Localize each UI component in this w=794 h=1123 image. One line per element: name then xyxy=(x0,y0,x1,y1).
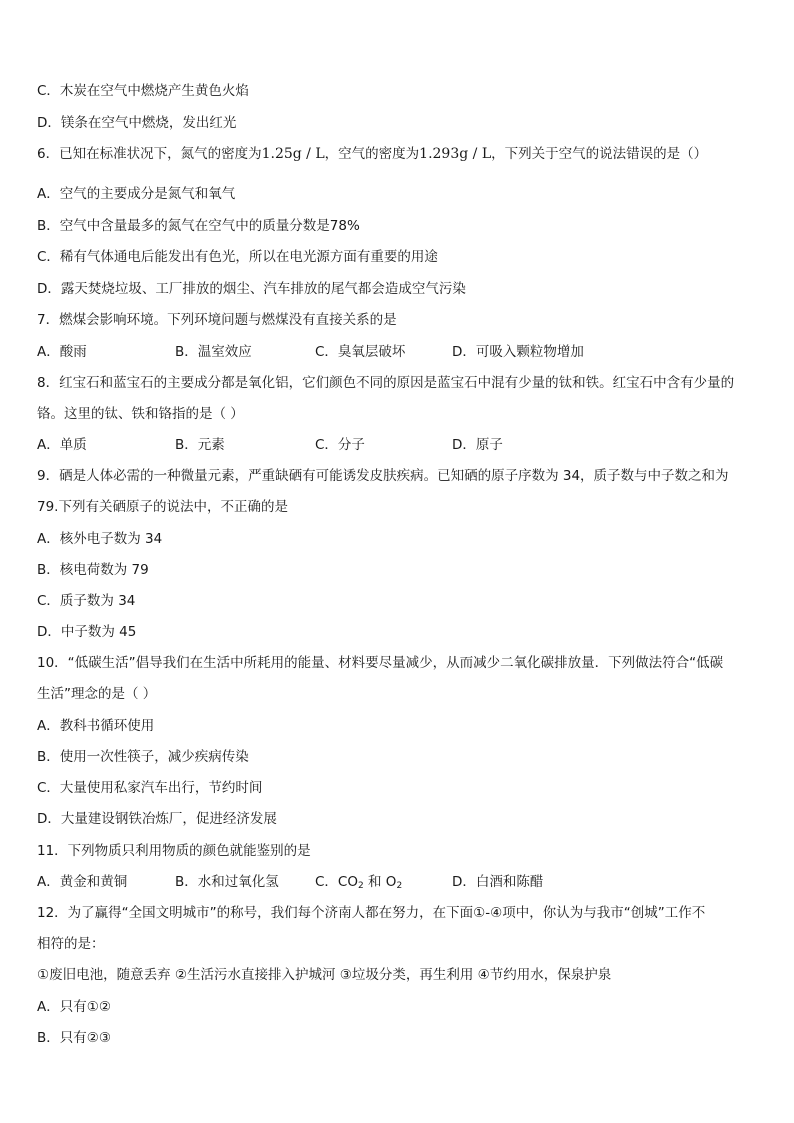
air-density: 1.293g / L xyxy=(419,146,492,162)
q8-option-c: C．分子 xyxy=(315,437,365,453)
q6-option-a: A．空气的主要成分是氮气和氧气 xyxy=(37,186,236,202)
q6-option-d: D．露天焚烧垃圾、工厂排放的烟尘、汽车排放的尾气都会造成空气污染 xyxy=(37,281,466,297)
q9-stem-line1: 9．硒是人体必需的一种微量元素，严重缺硒有可能诱发皮肤疾病。已知硒的原子序数为 34，质子数与中子数之和为 xyxy=(37,468,729,484)
q8-option-b: B．元素 xyxy=(175,437,225,453)
q12-stem-line1: 12．为了赢得“全国文明城市”的称号，我们每个济南人都在努力，在下面①-④项中，你认为与我市“创城”工作不 xyxy=(37,905,706,921)
q10-option-c: C．大量使用私家汽车出行，节约时间 xyxy=(37,780,263,796)
q7-stem: 7．燃煤会影响环境。下列环境问题与燃煤没有直接关系的是 xyxy=(37,312,397,328)
q7-option-a: A．酸雨 xyxy=(37,344,87,360)
q11-stem: 11．下列物质只利用物质的颜色就能鉴别的是 xyxy=(37,843,311,859)
q11-option-d: D．白酒和陈醋 xyxy=(452,874,544,890)
q6-stem-part-c: ，下列关于空气的说法错误的是（） xyxy=(491,146,708,162)
q10-option-a: A．教科书循环使用 xyxy=(37,718,155,734)
q8-stem-line1: 8．红宝石和蓝宝石的主要成分都是氧化铝，它们颜色不同的原因是蓝宝石中混有少量的钛和铁。红宝石中含有少量的 xyxy=(37,375,735,391)
q6-stem xyxy=(37,145,764,163)
nitrogen-density: 1.25g / L xyxy=(261,146,325,162)
q11-option-c: C．$CO_2$ 和 $O_2$ xyxy=(315,874,403,891)
q6-stem-part-a: 6．已知在标准状况下，氮气的密度为 xyxy=(37,146,262,162)
q8-option-d: D．原子 xyxy=(452,437,503,453)
q7-option-b: B．温室效应 xyxy=(175,344,252,360)
q10-stem-line1: 10．“低碳生活”倡导我们在生活中所耗用的能量、材料要尽量减少，从而减少二氧化碳排放量．下列做法符合“低碳 xyxy=(37,655,724,671)
q12-items: ①废旧电池，随意丢弃 ②生活污水直接排入护城河 ③垃圾分类，再生利用 ④节约用水，保泉护泉 xyxy=(37,967,612,983)
q5-option-d: D．镁条在空气中燃烧，发出红光 xyxy=(37,115,237,131)
q10-option-b: B．使用一次性筷子，减少疾病传染 xyxy=(37,749,249,765)
q10-option-d: D．大量建设钢铁冶炼厂，促进经济发展 xyxy=(37,811,277,827)
q5-option-c: C．木炭在空气中燃烧产生黄色火焰 xyxy=(37,83,249,99)
q6-stem-part-b: ，空气的密度为 xyxy=(324,146,420,162)
q9-option-a: A．核外电子数为 34 xyxy=(37,531,163,547)
q7-option-c: C．臭氧层破坏 xyxy=(315,344,406,360)
q9-option-c: C．质子数为 34 xyxy=(37,593,136,609)
q10-stem-line2: 生活”理念的是（ ） xyxy=(37,686,157,702)
q6-option-c: C．稀有气体通电后能发出有色光，所以在电光源方面有重要的用途 xyxy=(37,249,438,265)
q9-option-b: B．核电荷数为 79 xyxy=(37,562,149,578)
q12-option-a: A．只有①② xyxy=(37,999,111,1015)
q9-stem-line2: 79.下列有关硒原子的说法中，不正确的是 xyxy=(37,499,288,515)
q7-option-d: D．可吸入颗粒物增加 xyxy=(452,344,584,360)
q8-stem-line2: 铬。这里的钛、铁和铬指的是（ ） xyxy=(37,406,244,422)
q8-option-a: A．单质 xyxy=(37,437,87,453)
q11-option-a: A．黄金和黄铜 xyxy=(37,874,128,890)
q12-stem-line2: 相符的是： xyxy=(37,936,105,952)
q6-option-b: B．空气中含量最多的氮气在空气中的质量分数是78% xyxy=(37,218,360,234)
q12-option-b: B．只有②③ xyxy=(37,1030,111,1046)
q11-option-b: B．水和过氧化氢 xyxy=(175,874,279,890)
q9-option-d: D．中子数为 45 xyxy=(37,624,137,640)
